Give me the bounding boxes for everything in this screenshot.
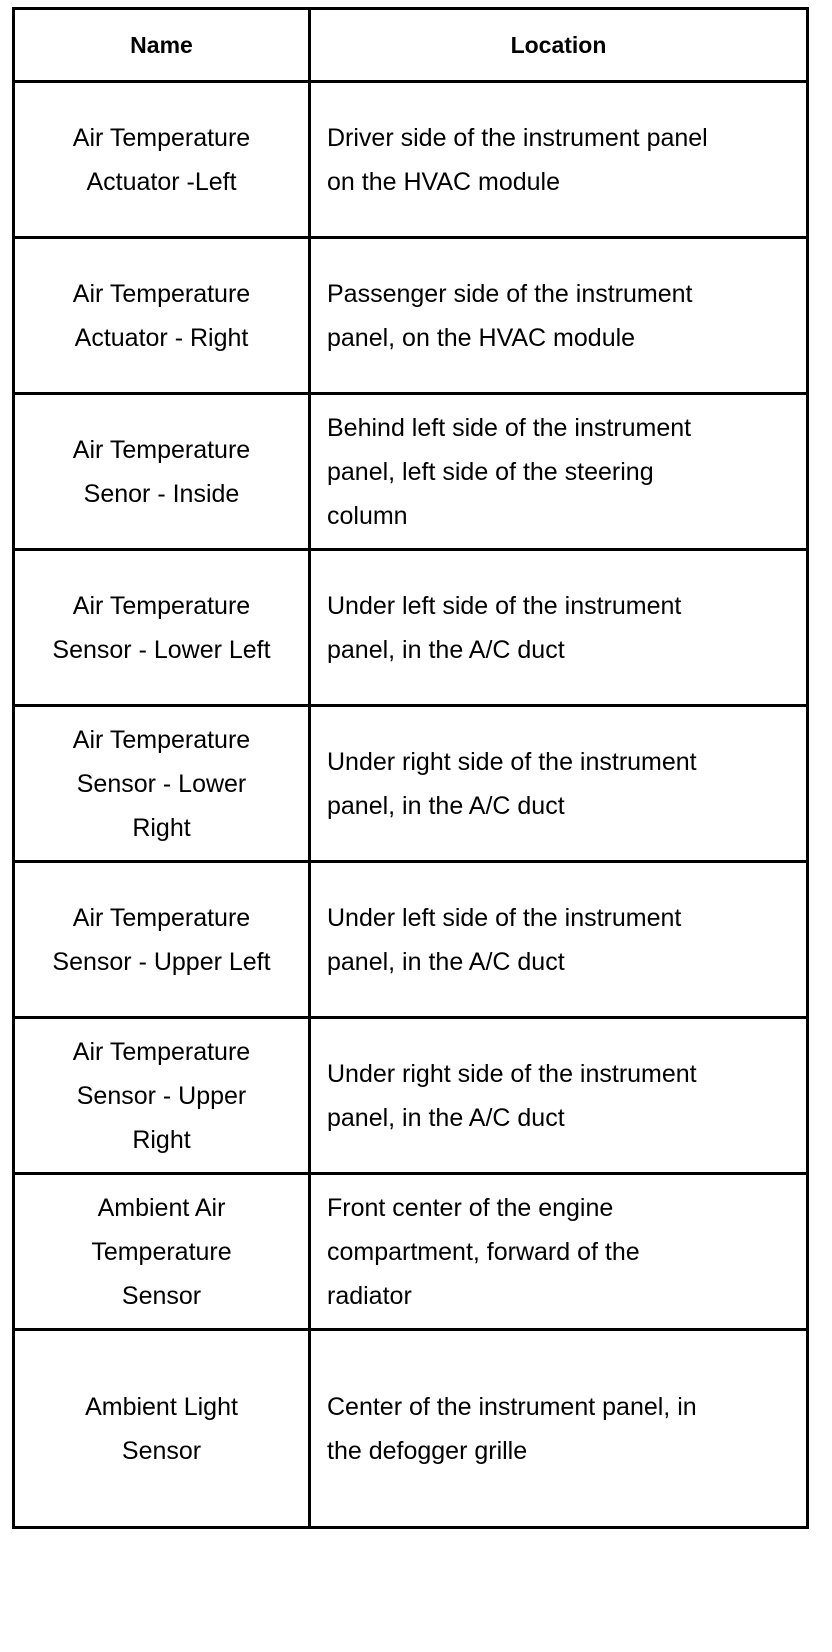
- name-line: Right: [132, 813, 191, 842]
- table-row: [14, 1018, 808, 1174]
- location-line: the defogger grille: [327, 1436, 528, 1465]
- name-line: Air Temperature: [72, 279, 251, 308]
- cell-component-location: [310, 394, 808, 550]
- location-line: Under right side of the instrument: [327, 747, 697, 776]
- location-line: panel, left side of the steering: [327, 457, 654, 486]
- component-location-table: [12, 7, 809, 1529]
- cell-component-location: [310, 1330, 808, 1528]
- location-line: on the HVAC module: [327, 167, 560, 196]
- name-line: Senor - Inside: [83, 479, 240, 508]
- name-line: Sensor - Lower Left: [52, 635, 271, 664]
- cell-component-name: [14, 1174, 310, 1330]
- name-line: Air Temperature: [72, 903, 251, 932]
- location-line: panel, in the A/C duct: [327, 1103, 565, 1132]
- location-line: panel, in the A/C duct: [327, 635, 565, 664]
- name-line: Ambient Light: [85, 1392, 238, 1421]
- table-row: [14, 394, 808, 550]
- location-line: radiator: [327, 1281, 412, 1310]
- cell-component-name: [14, 82, 310, 238]
- location-line: column: [327, 501, 408, 530]
- column-header-name: Name: [14, 9, 310, 82]
- location-line: compartment, forward of the: [327, 1237, 640, 1266]
- table-row: [14, 862, 808, 1018]
- location-line: panel, in the A/C duct: [327, 947, 565, 976]
- name-line: Air Temperature: [72, 1037, 251, 1066]
- location-line: panel, on the HVAC module: [327, 323, 636, 352]
- location-line: Under left side of the instrument: [327, 903, 682, 932]
- table-row: [14, 82, 808, 238]
- cell-component-name: [14, 238, 310, 394]
- cell-component-name: [14, 394, 310, 550]
- table-row: [14, 1174, 808, 1330]
- cell-component-name: [14, 1018, 310, 1174]
- name-line: Sensor - Upper Left: [52, 947, 271, 976]
- location-line: Center of the instrument panel, in: [327, 1392, 697, 1421]
- name-line: Actuator - Right: [74, 323, 249, 352]
- cell-component-location: [310, 1174, 808, 1330]
- name-line: Ambient Air: [97, 1193, 226, 1222]
- table-row: [14, 238, 808, 394]
- location-line: Behind left side of the instrument: [327, 413, 692, 442]
- table-row: [14, 1330, 808, 1528]
- name-line: Air Temperature: [72, 725, 251, 754]
- name-line: Actuator -Left: [86, 167, 237, 196]
- name-line: Sensor - Upper: [76, 1081, 247, 1110]
- name-line: Air Temperature: [72, 435, 251, 464]
- cell-component-location: [310, 550, 808, 706]
- name-line: Sensor - Lower: [76, 769, 247, 798]
- name-line: Right: [132, 1125, 191, 1154]
- location-line: panel, in the A/C duct: [327, 791, 565, 820]
- table-header-row: [14, 9, 808, 82]
- table-row: [14, 550, 808, 706]
- location-line: Under right side of the instrument: [327, 1059, 697, 1088]
- cell-component-name: [14, 550, 310, 706]
- name-line: Sensor: [121, 1436, 202, 1465]
- location-line: Passenger side of the instrument: [327, 279, 693, 308]
- location-line: Front center of the engine: [327, 1193, 614, 1222]
- location-line: Under left side of the instrument: [327, 591, 682, 620]
- cell-component-location: [310, 238, 808, 394]
- name-line: Sensor: [121, 1281, 202, 1310]
- name-line: Air Temperature: [72, 123, 251, 152]
- cell-component-location: [310, 1018, 808, 1174]
- table-row: [14, 706, 808, 862]
- name-line: Air Temperature: [72, 591, 251, 620]
- cell-component-name: [14, 862, 310, 1018]
- cell-component-name: [14, 706, 310, 862]
- cell-component-location: [310, 82, 808, 238]
- name-line: Temperature: [91, 1237, 232, 1266]
- cell-component-location: [310, 862, 808, 1018]
- cell-component-name: [14, 1330, 310, 1528]
- table-body: [14, 82, 808, 1528]
- cell-component-location: [310, 706, 808, 862]
- column-header-location: Location: [310, 9, 808, 82]
- location-line: Driver side of the instrument panel: [327, 123, 708, 152]
